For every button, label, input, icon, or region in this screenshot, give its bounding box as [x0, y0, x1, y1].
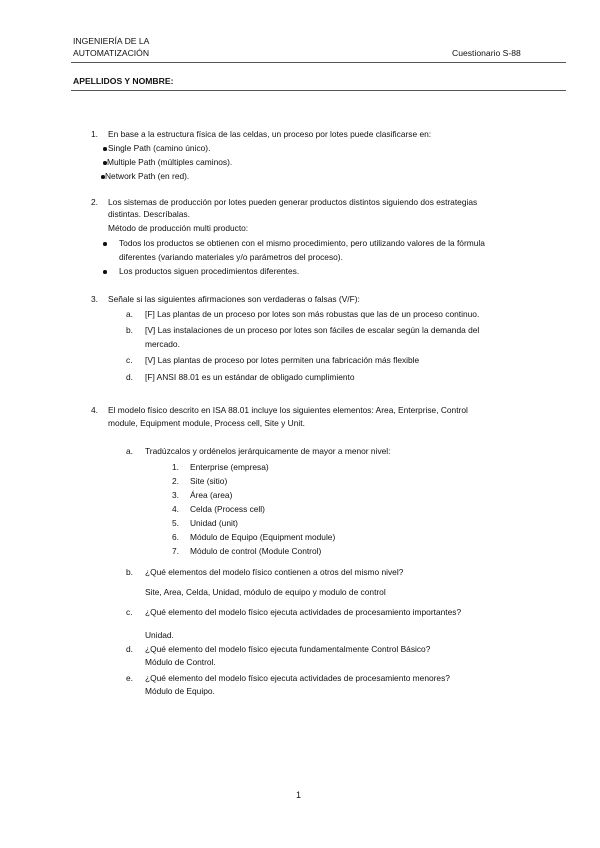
q4-text-line2: module, Equipment module, Process cell, Site y Unit. [108, 418, 305, 428]
q4a-list-number: 5. [172, 518, 179, 528]
q4a-list-item: Módulo de control (Module Control) [190, 546, 322, 556]
q1-bullet-icon [103, 147, 107, 151]
q2-text-line1: Los sistemas de producción por lotes pueden generar productos distintos siguiendo dos estrategias [108, 197, 478, 207]
q2-bullet-icon [103, 242, 107, 246]
q1-item: Single Path (camino único). [108, 143, 211, 153]
q4e-text: ¿Qué elemento del modelo físico ejecuta actividades de procesamiento menores? [145, 673, 450, 683]
q2-bullet1-line2: diferentes (variando materiales y/o parámetros del proceso). [119, 252, 343, 262]
q4c-text: ¿Qué elemento del modelo físico ejecuta actividades de procesamiento importantes? [145, 607, 462, 617]
q4a-list-number: 2. [172, 476, 179, 486]
q3-item-text: [V] Las plantas de proceso por lotes permiten una fabricación más flexible [145, 355, 420, 365]
q1-number: 1. [91, 129, 98, 139]
name-rule [71, 90, 566, 91]
course-title-line1: INGENIERÍA DE LA [73, 36, 150, 46]
q1-text: En base a la estructura física de las celdas, un proceso por lotes puede clasificarse en: [108, 129, 432, 139]
q3-item-letter: d. [126, 372, 133, 382]
header-rule [71, 62, 566, 63]
q2-bullet1-line1: Todos los productos se obtienen con el mismo procedimiento, pero utilizando valores de la fórmula [119, 238, 485, 248]
q3-item-letter: c. [126, 355, 133, 365]
q4-text-line1: El modelo físico descrito en ISA 88.01 incluye los siguientes elementos: Area, Enterprise, Control [108, 405, 468, 415]
q3-item-text: [F] Las plantas de un proceso por lotes son más robustas que las de un proceso continuo. [145, 309, 480, 319]
q3-item-text: [F] ANSI 88.01 es un estándar de obligado cumplimiento [145, 372, 355, 382]
q4c-letter: c. [126, 607, 133, 617]
q4a-letter: a. [126, 446, 133, 456]
q4a-list-number: 6. [172, 532, 179, 542]
q4a-list-item: Enterprise (empresa) [190, 462, 269, 472]
course-title-line2: AUTOMATIZACIÓN [73, 48, 150, 58]
page-number: 1 [296, 790, 302, 800]
q3-item-letter: b. [126, 325, 133, 335]
q1-bullet-icon [103, 161, 107, 165]
q3-text: Señale si las siguientes afirmaciones son verdaderas o falsas (V/F): [108, 294, 360, 304]
q4e-answer: Módulo de Equipo. [145, 686, 215, 696]
q4a-list-number: 7. [172, 546, 179, 556]
q4a-list-item: Site (sitio) [190, 476, 228, 486]
q2-subheading: Método de producción multi producto: [108, 223, 249, 233]
q3-item-text-cont: mercado. [145, 339, 180, 349]
q1-bullet-icon [101, 175, 105, 179]
q4d-text: ¿Qué elemento del modelo físico ejecuta fundamentalmente Control Básico? [145, 644, 431, 654]
q4d-answer: Módulo de Control. [145, 657, 216, 667]
q3-item-letter: a. [126, 309, 133, 319]
q4b-text: ¿Qué elementos del modelo físico contienen a otros del mismo nivel? [145, 567, 404, 577]
q4-number: 4. [91, 405, 98, 415]
q4d-letter: d. [126, 644, 133, 654]
q4a-list-item: Celda (Process cell) [190, 504, 265, 514]
q1-item: Network Path (en red). [105, 171, 190, 181]
q4a-list-item: Unidad (unit) [190, 518, 238, 528]
q4a-list-item: Módulo de Equipo (Equipment module) [190, 532, 336, 542]
q4e-letter: e. [126, 673, 133, 683]
q3-number: 3. [91, 294, 98, 304]
q2-number: 2. [91, 197, 98, 207]
q2-bullet-icon [103, 270, 107, 274]
q4a-text: Tradúzcalos y ordénelos jerárquicamente de mayor a menor nivel: [145, 446, 391, 456]
q4c-answer: Unidad. [145, 630, 174, 640]
q4b-answer: Site, Area, Celda, Unidad, módulo de equipo y modulo de control [145, 587, 386, 597]
q3-item-text: [V] Las instalaciones de un proceso por lotes son fáciles de escalar según la demanda del [145, 325, 480, 335]
q4b-letter: b. [126, 567, 133, 577]
q4a-list-number: 1. [172, 462, 179, 472]
q2-bullet2: Los productos siguen procedimientos diferentes. [119, 266, 300, 276]
q4a-list-number: 3. [172, 490, 179, 500]
q4a-list-number: 4. [172, 504, 179, 514]
name-label: APELLIDOS Y NOMBRE: [73, 76, 174, 86]
q1-item: Multiple Path (múltiples caminos). [107, 157, 233, 167]
quiz-title: Cuestionario S-88 [452, 48, 521, 58]
q4a-list-item: Área (area) [190, 490, 233, 500]
q2-text-line2: distintas. Descríbalas. [108, 209, 190, 219]
